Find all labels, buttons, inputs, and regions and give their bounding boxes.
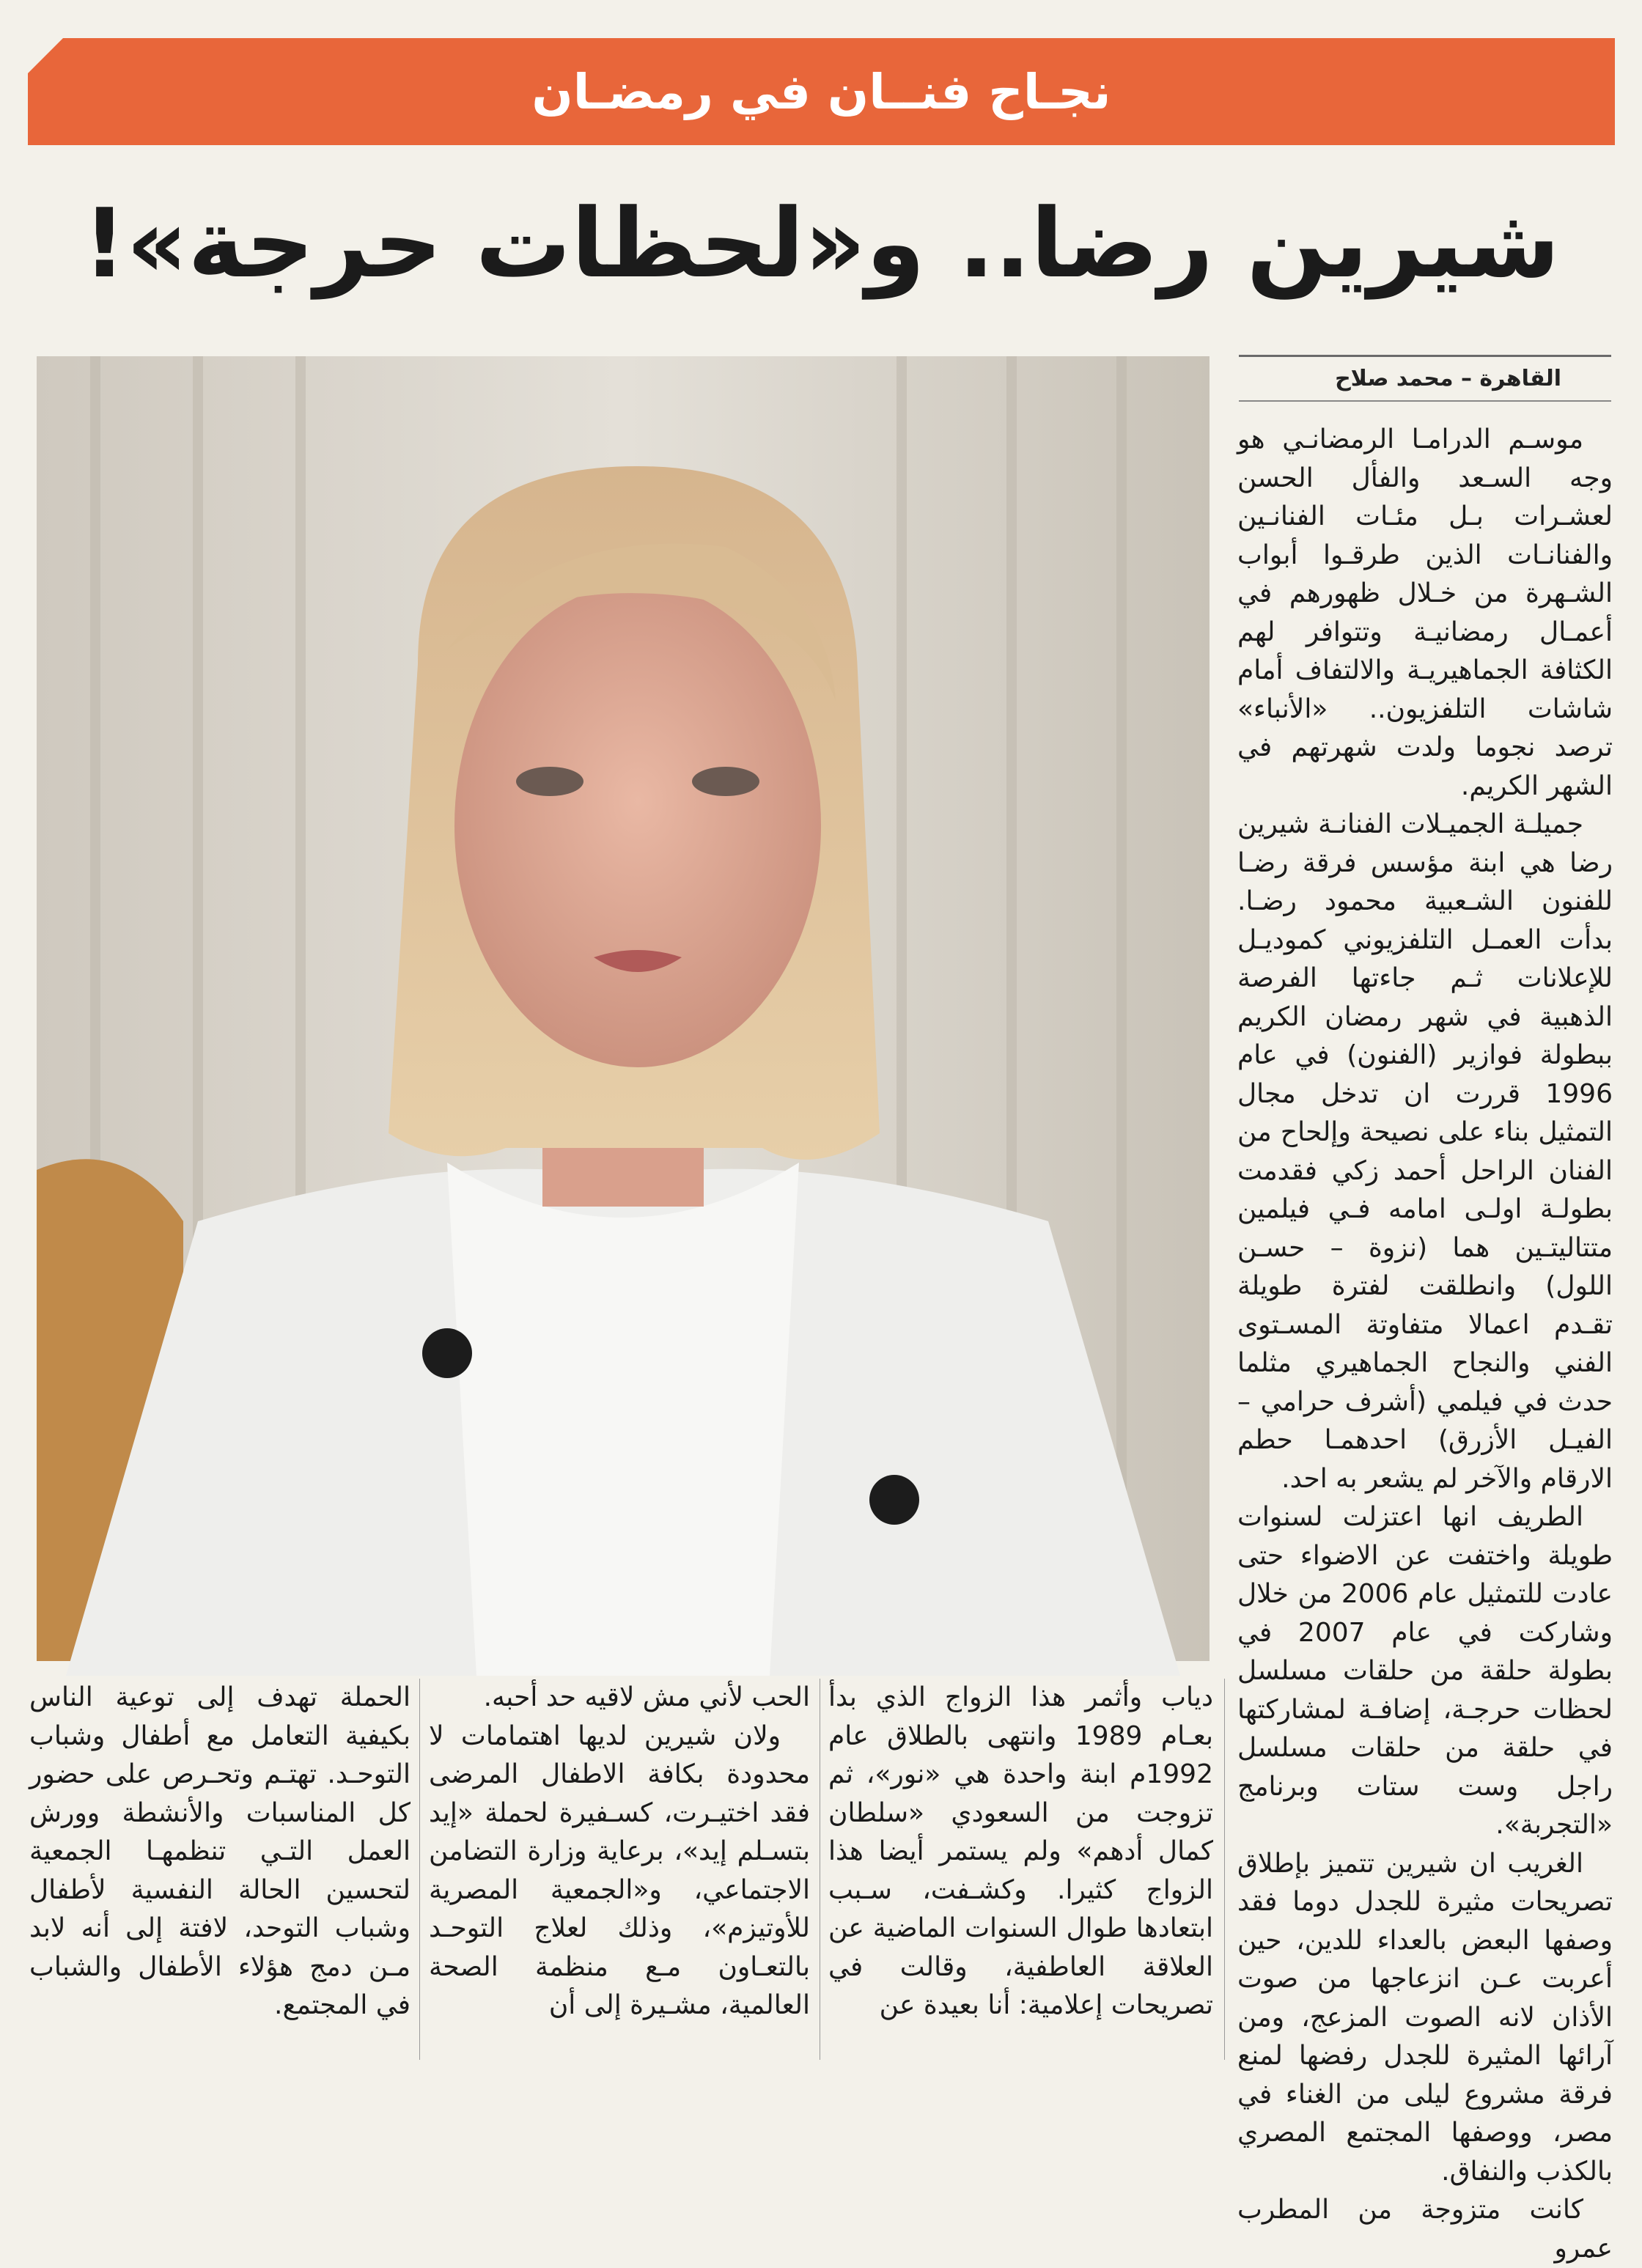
paragraph: الغريب ان شيرين تتميز بإطلاق تصريحات مثيرة للجدل دوما فقد وصفها البعض بالعداء للدين، حين أعربت عـن انزعاجها من صوت الأذان لانه الصوت المزعج، ومن آرائها المثيرة للجدل رفضها لمنع فرقة مشروع ليلى من الغناء في مصر، ووصفها المجتمع المصري بالكذب والنفاق. [1237,1848,1613,2187]
article-column-bottom-1 [828,1679,1213,2060]
article-photo [37,356,1210,1661]
paragraph: ولان شيرين لديها اهتمامات لا محدودة بكافة الاطفال المرضى فقد اختيـرت، كسـفيرة لحملة «إيد بتسـلم إيد»، برعاية وزارة التضامن الاجتماعي، و«الجمعية المصرية للأوتيزم»، وذلك لعلاج التوحـد بالتعـاون مـع منظمة الصحة العالمية، مشـيرة إلى أن [429,1720,810,2020]
column-divider [419,1679,420,2060]
portrait-photo-icon [37,356,1210,1661]
article-column-bottom-3 [29,1679,410,2060]
paragraph: الطريف انها اعتزلت لسنوات طويلة واختفت عن الاضواء حتى عادت للتمثيل عام 2006 من خلال وشاركت في عام 2007 في بطولة حلقة من حلقات مسلسل لحظات حرجـة، إضافـة لمشاركتها في حلقة من حلقات مسلسل راجل وست ستات وبرنامج «التجربة». [1237,1502,1613,1840]
article-column-right [1237,421,1613,2264]
paragraph: موسـم الدرامـا الرمضانـي هو وجه السـعد والفأل الحسن لعشـرات بـل مئـات الفنانـين والفنانـات الذين طرقـوا أبواب الشـهرة من خـلال ظهورهم في أعمـال رمضانيـة وتتوافر لهم الكثافة الجماهيريـة والالتفاف أمام شاشات التلفزيون.. «الأنباء» ترصد نجوما ولدت شهرتهم في الشهر الكريم. [1237,424,1613,801]
paragraph: الحملة تهدف إلى توعية الناس بكيفية التعامل مع أطفال وشباب التوحـد. تهتـم وتحـرص على حضور كل المناسبات والأنشطة وورش العمل التـي تنظمهـا الجمعية لتحسين الحالة النفسية لأطفال وشباب التوحد، لافتة إلى أنه لابد مـن دمج هؤلاء الأطفال والشباب في المجتمع. [29,1682,410,2020]
paragraph: دياب وأثمر هذا الزواج الذي بدأ بعـام 1989 وانتهى بالطلاق عام 1992م ابنة واحدة هي «نور»، ثم تزوجت من السعودي «سلطان كمال أدهم» ولم يستمر أيضا هذا الزواج كثيرا. وكشـفت، سـبب ابتعادها طوال السنوات الماضية عن العلاقة العاطفية، وقالت في تصريحات إعلامية: أنا بعيدة عن [828,1682,1213,2020]
article-headline: شيرين رضا.. و«لحظات حرجة»! [82,188,1561,299]
paragraph: جميلـة الجميـلات الفنانـة شيرين رضا هي ابنة مؤسس فرقة رضـا للفنون الشـعبية محمود رضـا. بدأت العمـل التلفزيوني كموديـل للإعلانات ثـم جاءتها الفرصة الذهبية في شهر رمضان الكريم ببطولة فوازير (الفنون) في عام 1996 قررت ان تدخل مجال التمثيل بناء على نصيحة وإلحاح من الفنان الراحل أحمد زكي فقدمت بطولـة اولـى امامه فـي فيلمين متتاليتـين هما (نزوة – حسـن اللول) وانطلقت لفترة طويلة تقـدم اعمالا متفاوتة المسـتوى الفني والنجاح الجماهيري مثلما حدث في فيلمي (أشرف حرامي – الفيـل الأزرق) احدهمـا حطم الارقام والآخر لم يشعر به احد. [1237,809,1613,1494]
banner-fold [28,38,63,73]
paragraph: كانت متزوجة من المطرب عمرو [1237,2195,1613,2264]
article-column-bottom-2 [429,1679,810,2060]
byline-rule [1239,355,1611,357]
byline-rule-bottom [1239,400,1611,402]
byline: القاهرة – محمد صلاح [1335,366,1561,391]
section-title: نجـاح فنــان في رمضـان [531,63,1111,120]
paragraph: الحب لأني مش لاقيه حد أحبه. [483,1682,810,1712]
column-divider [1224,1679,1225,2060]
section-banner [28,38,1615,145]
